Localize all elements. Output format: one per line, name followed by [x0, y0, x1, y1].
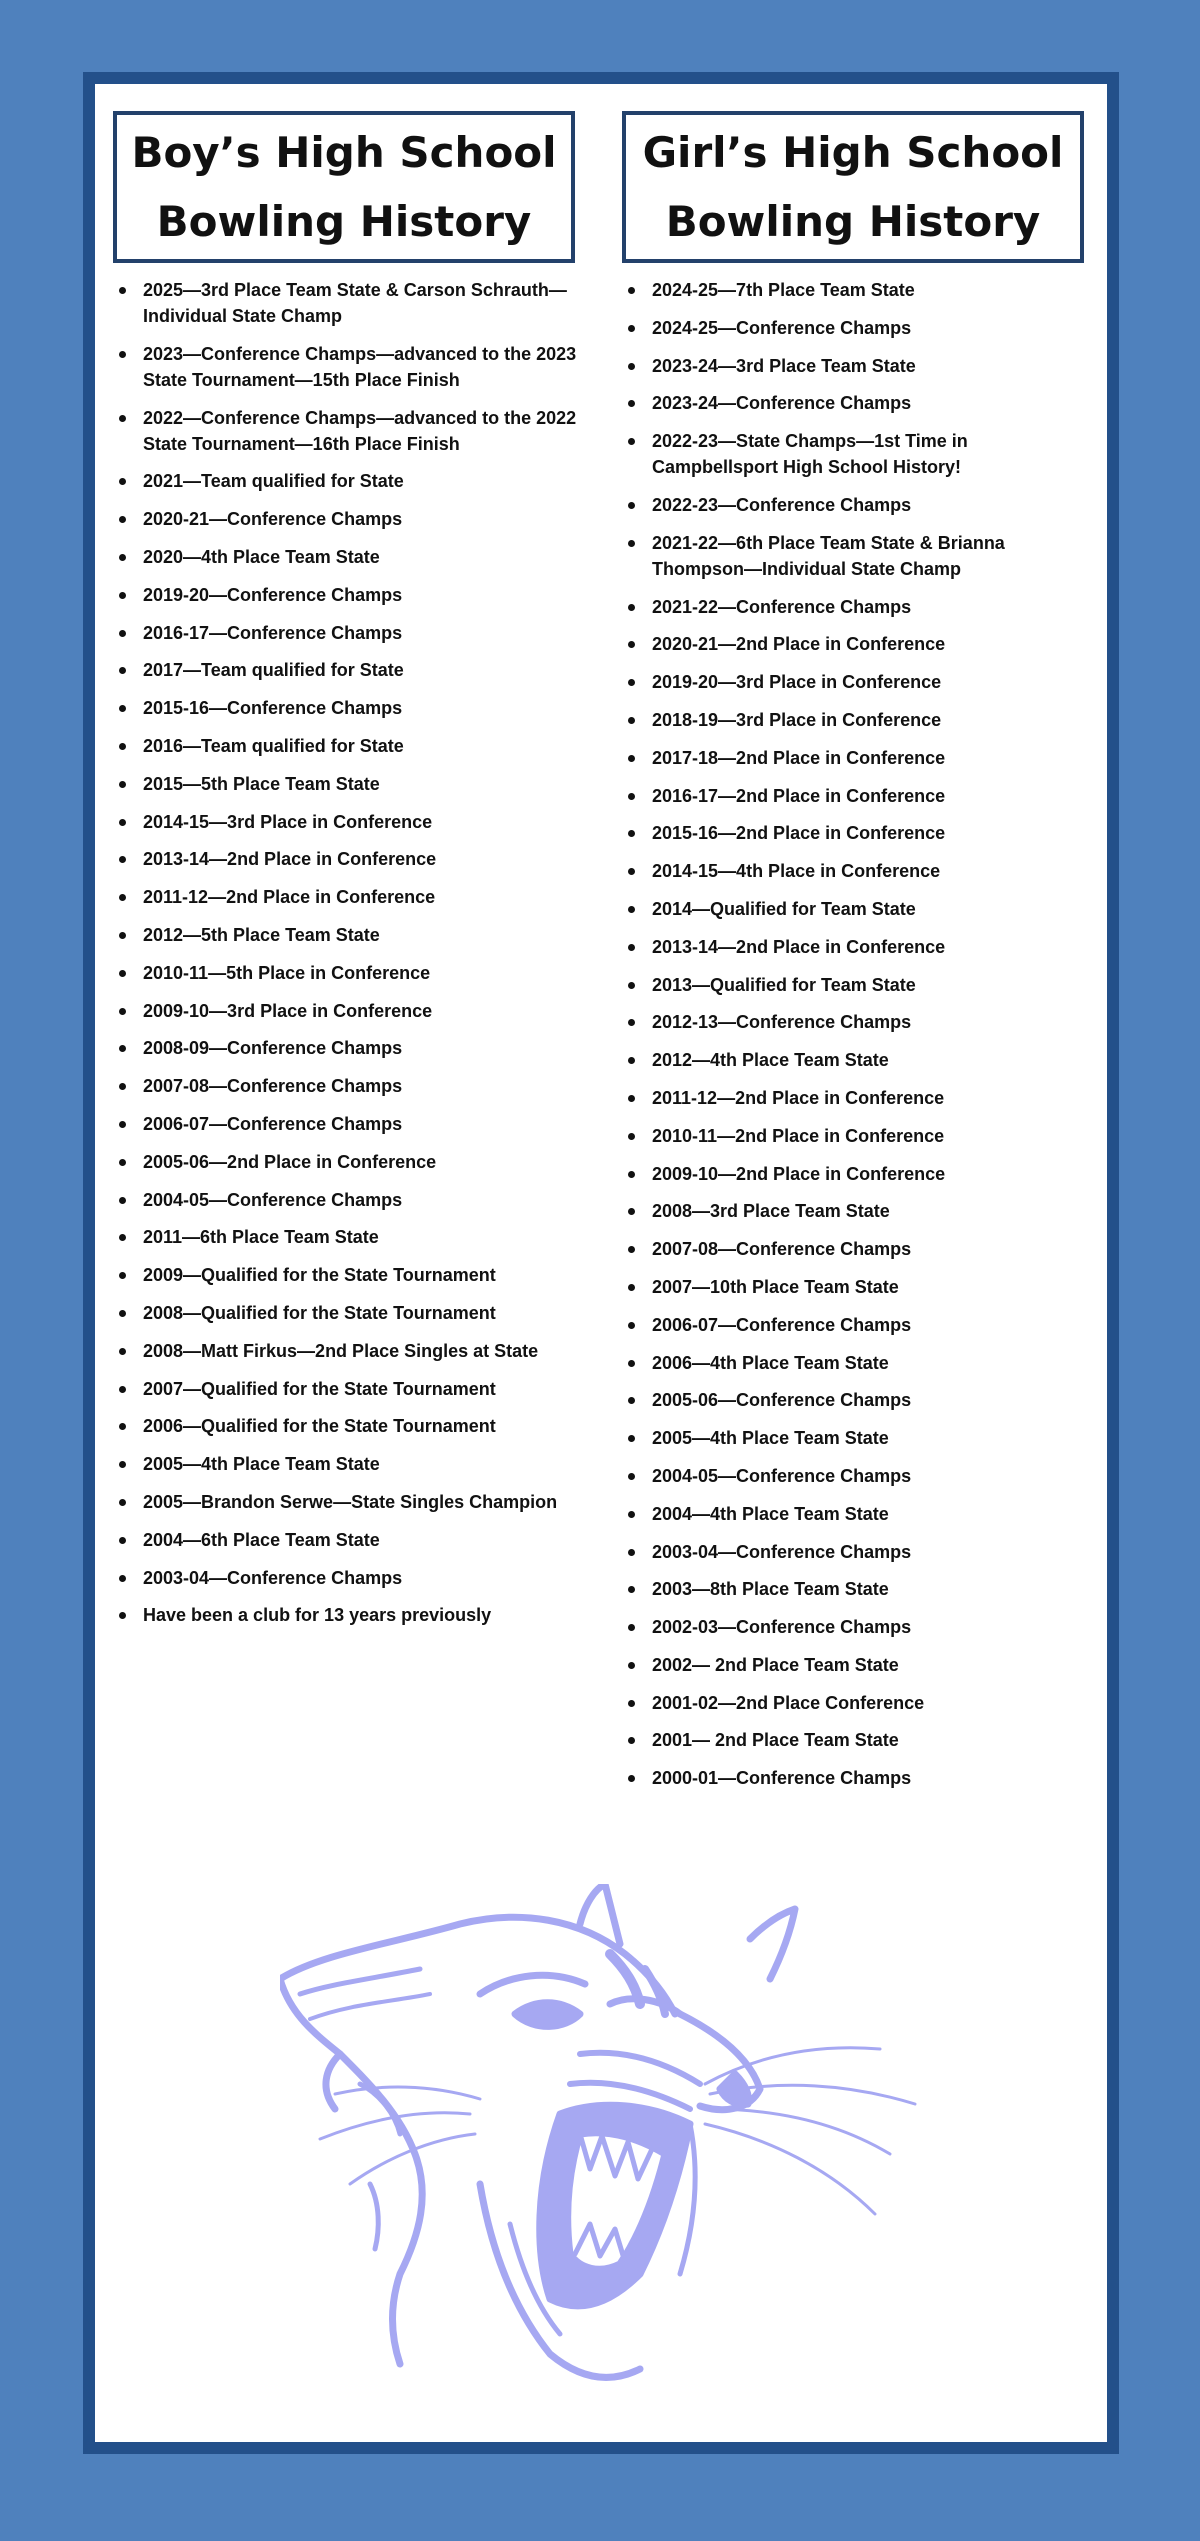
list-item: 2012—5th Place Team State: [113, 922, 583, 948]
girls-title: Girl’s High School Bowling History: [642, 128, 1064, 246]
list-item: 2000-01—Conference Champs: [622, 1765, 1092, 1791]
list-item: 2007—Qualified for the State Tournament: [113, 1376, 583, 1402]
list-item: 2016-17—2nd Place in Conference: [622, 783, 1092, 809]
list-item: 2014-15—3rd Place in Conference: [113, 809, 583, 835]
list-item: 2019-20—3rd Place in Conference: [622, 669, 1092, 695]
document-page: [95, 84, 1107, 2442]
list-item: 2018-19—3rd Place in Conference: [622, 707, 1092, 733]
girls-history-list: [622, 277, 1092, 1803]
list-item: 2002-03—Conference Champs: [622, 1614, 1092, 1640]
list-item: 2005—4th Place Team State: [622, 1425, 1092, 1451]
list-item: 2025—3rd Place Team State & Carson Schrauth—Individual State Champ: [113, 277, 583, 329]
list-item: 2004—6th Place Team State: [113, 1527, 583, 1553]
girls-column: [622, 111, 1084, 1789]
list-item: 2013-14—2nd Place in Conference: [113, 846, 583, 872]
list-item: 2015-16—Conference Champs: [113, 695, 583, 721]
list-item: 2017-18—2nd Place in Conference: [622, 745, 1092, 771]
boys-title-box: [113, 111, 575, 263]
list-item: 2011-12—2nd Place in Conference: [622, 1085, 1092, 1111]
list-item: 2003—8th Place Team State: [622, 1576, 1092, 1602]
boys-column: [113, 111, 577, 1626]
list-item: 2008—Matt Firkus—2nd Place Singles at State: [113, 1338, 583, 1364]
list-item: Have been a club for 13 years previously: [113, 1602, 583, 1628]
list-item: 2007-08—Conference Champs: [622, 1236, 1092, 1262]
list-item: 2009-10—3rd Place in Conference: [113, 998, 583, 1024]
list-item: 2020-21—2nd Place in Conference: [622, 631, 1092, 657]
list-item: 2012-13—Conference Champs: [622, 1009, 1092, 1035]
list-item: 2021—Team qualified for State: [113, 468, 583, 494]
list-item: 2023-24—Conference Champs: [622, 390, 1092, 416]
list-item: 2016—Team qualified for State: [113, 733, 583, 759]
list-item: 2015—5th Place Team State: [113, 771, 583, 797]
list-item: 2009-10—2nd Place in Conference: [622, 1161, 1092, 1187]
list-item: 2005-06—2nd Place in Conference: [113, 1149, 583, 1175]
list-item: 2004—4th Place Team State: [622, 1501, 1092, 1527]
page-frame: [83, 72, 1119, 2454]
list-item: 2008-09—Conference Champs: [113, 1035, 583, 1061]
list-item: 2014—Qualified for Team State: [622, 896, 1092, 922]
list-item: 2023-24—3rd Place Team State: [622, 353, 1092, 379]
list-item: 2004-05—Conference Champs: [622, 1463, 1092, 1489]
list-item: 2013-14—2nd Place in Conference: [622, 934, 1092, 960]
list-item: 2013—Qualified for Team State: [622, 972, 1092, 998]
list-item: 2022-23—State Champs—1st Time in Campbellsport High School History!: [622, 428, 1092, 480]
list-item: 2003-04—Conference Champs: [622, 1539, 1092, 1565]
list-item: 2006-07—Conference Champs: [113, 1111, 583, 1137]
list-item: 2002— 2nd Place Team State: [622, 1652, 1092, 1678]
list-item: 2024-25—7th Place Team State: [622, 277, 1092, 303]
list-item: 2015-16—2nd Place in Conference: [622, 820, 1092, 846]
list-item: 2020-21—Conference Champs: [113, 506, 583, 532]
list-item: 2022-23—Conference Champs: [622, 492, 1092, 518]
girls-title-box: [622, 111, 1084, 263]
list-item: 2008—Qualified for the State Tournament: [113, 1300, 583, 1326]
list-item: 2022—Conference Champs—advanced to the 2022 State Tournament—16th Place Finish: [113, 405, 583, 457]
list-item: 2020—4th Place Team State: [113, 544, 583, 570]
list-item: 2006—4th Place Team State: [622, 1350, 1092, 1376]
list-item: 2014-15—4th Place in Conference: [622, 858, 1092, 884]
list-item: 2001-02—2nd Place Conference: [622, 1690, 1092, 1716]
list-item: 2023—Conference Champs—advanced to the 2023 State Tournament—15th Place Finish: [113, 341, 583, 393]
list-item: 2005—4th Place Team State: [113, 1451, 583, 1477]
list-item: 2006-07—Conference Champs: [622, 1312, 1092, 1338]
list-item: 2012—4th Place Team State: [622, 1047, 1092, 1073]
list-item: 2011-12—2nd Place in Conference: [113, 884, 583, 910]
list-item: 2001— 2nd Place Team State: [622, 1727, 1092, 1753]
list-item: 2019-20—Conference Champs: [113, 582, 583, 608]
list-item: 2006—Qualified for the State Tournament: [113, 1413, 583, 1439]
list-item: 2007-08—Conference Champs: [113, 1073, 583, 1099]
list-item: 2005-06—Conference Champs: [622, 1387, 1092, 1413]
list-item: 2017—Team qualified for State: [113, 657, 583, 683]
boys-history-list: [113, 277, 583, 1640]
list-item: 2007—10th Place Team State: [622, 1274, 1092, 1300]
list-item: 2021-22—Conference Champs: [622, 594, 1092, 620]
list-item: 2004-05—Conference Champs: [113, 1187, 583, 1213]
list-item: 2005—Brandon Serwe—State Singles Champion: [113, 1489, 583, 1515]
list-item: 2003-04—Conference Champs: [113, 1565, 583, 1591]
list-item: 2008—3rd Place Team State: [622, 1198, 1092, 1224]
list-item: 2011—6th Place Team State: [113, 1224, 583, 1250]
list-item: 2009—Qualified for the State Tournament: [113, 1262, 583, 1288]
boys-title: Boy’s High School Bowling History: [131, 128, 557, 246]
list-item: 2010-11—2nd Place in Conference: [622, 1123, 1092, 1149]
cougar-head-icon: [280, 1884, 920, 2404]
list-item: 2010-11—5th Place in Conference: [113, 960, 583, 986]
list-item: 2021-22—6th Place Team State & Brianna Thompson—Individual State Champ: [622, 530, 1092, 582]
list-item: 2016-17—Conference Champs: [113, 620, 583, 646]
list-item: 2024-25—Conference Champs: [622, 315, 1092, 341]
